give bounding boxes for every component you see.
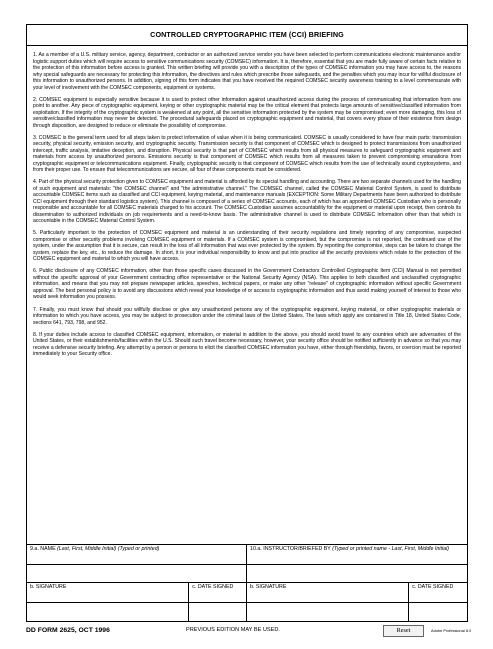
paragraph-4: 4. Part of the physical security protection given to COMSEC equipment and material is afforded by its special handling and accounting. There are two separate channels used for the handling of such equipment and materials: "the COMSEC channel" and "the administrative channel." The COMSEC channel, called the COMSEC Material Control System, is used to distribute accountable COMSEC items such as classified and CCI equipment, keying material, and maintenance manuals (EXCEPTION: Some Military Departments have been authorized to distribute CCI equipment through their standard logistics system). This channel is composed of a series of COMSEC accounts, each of which has an appointed COMSEC Custodian who is personally responsible and accountable for all COMSEC materials charged to his account. The COMSEC Custodian assumes accountability for the equipment or material upon receipt, then controls its dissemination to authorized individuals on job requirements and a need-to-know basis. The administrative channel is used to distribute COMSEC information other than that which is accountable in the COMSEC Material Control System. [33, 179, 461, 225]
reset-button[interactable]: Reset [383, 625, 424, 637]
form-frame [26, 24, 468, 622]
paragraph-1: 1. As a member of a U.S. military service, agency, department, contractor or an authorized service vendor you have been selected to perform communications electronic maintenance and/or logistic support duties which will require access to sensitive communications security (COMSEC) information. It is, therefore, essential that you are made fully aware of certain facts relative to the protection of this information before access is granted. This written briefing will provide you with a description of the types of COMSEC information you may have access to, the reasons why special safeguards are necessary for protecting this information, the directives and rules which prescribe those safeguards, and the penalties which you may incur for willful disclosure of this information to unauthorized persons. In addition, signing of this form indicates that you have received the required COMSEC security awareness training to a level commensurate with your level of involvement with the COMSEC components, equipment or systems. [33, 52, 461, 91]
name-input-row [27, 565, 467, 583]
signature-input-left[interactable] [27, 603, 189, 621]
form-number: DD FORM 2625, OCT 1996 [26, 627, 110, 634]
signature-field-left-label: b. SIGNATURE [30, 584, 67, 590]
paragraph-8: 8. If your duties include access to classified COMSEC equipment, information, or material in addition to the above, you should avoid travel to any countries which are adversaries of the United States, or their establishments/facilities within the U.S. Should such travel become necessary, however, your security office should be notified sufficiently in advance so that you may receive a defensive security briefing. Any attempt by a person or persons to elicit the classified COMSEC information you have, either through friendship, favors, or coercion must be reported immediately to your Security office. [33, 331, 461, 358]
paragraph-3: 3. COMSEC is the general term used for all steps taken to protect information of value when it is being communicated. COMSEC is usually considered to have four main parts: transmission security, physical security, emission security, and cryptographic security. Transmission security is that component of COMSEC which is designed to protect transmissions from unauthorized intercept, traffic analysis, imitative deception, and disruption. Physical security is that part of COMSEC which results from all physical measures to safeguard cryptographic equipment and materials from access by unauthorized persons. Emissions security is that component of COMSEC which results from all measures taken to prevent compromising emanations from cryptographic equipment or telecommunications equipment. Finally, cryptographic security is that component of COMSEC which results from the use of technically sound cryptosystems, and from their proper use. To ensure that telecommunications are secure, all four of these components must be considered. [33, 134, 461, 174]
signature-section [27, 544, 467, 621]
date-input-right[interactable] [409, 603, 467, 621]
signature-field-left[interactable] [27, 583, 189, 602]
paragraph-6: 6. Public disclosure of any COMSEC information, other than those specific cases discussed in the Government Contractors Controlled Cryptographic Item (CCI) Manual is not permitted without the specific approval of your Government contracting office representative or the National Security Agency (NSA). This applies to both classified and unclassified cryptographic information, and means that you may not prepare newspaper articles, speeches, technical papers, or make any other "release" of cryptographic information without specific Government approval. The best personal policy is to avoid any discussions which reveal your knowledge of or access to cryptographic information and thus avoid making yourself of interest to those who would seek information you possess. [33, 268, 461, 301]
date-signed-right-label: c. DATE SIGNED [412, 584, 454, 590]
instructor-field[interactable] [247, 545, 467, 564]
signature-input-right[interactable] [247, 603, 409, 621]
form-title: CONTROLLED CRYPTOGRAPHIC ITEM (CCI) BRIEFING [27, 25, 467, 46]
name-field-hint: (Last, First, Middle Initial) (Typed or printed) [57, 546, 160, 552]
instructor-field-hint: (Typed or printed name - Last, First, Middle Initial) [332, 546, 450, 552]
date-input-left[interactable] [189, 603, 247, 621]
name-field[interactable] [27, 545, 247, 564]
briefing-body [27, 46, 467, 546]
signature-field-right-label: b. SIGNATURE [250, 584, 287, 590]
date-signed-left-label: c. DATE SIGNED [192, 584, 234, 590]
paragraph-5: 5. Particularly important to the protection of COMSEC equipment and material is an understanding of their security regulations and timely reporting of any compromise, suspected compromise or other security problems involving COMSEC equipment or materials. If a COMSEC system is compromised, but the compromise is not reported, the continued use of the system, under the assumption that it is secure, can result in the loss of all information that was ever protected by the system. By reporting the compromise, steps can be taken to change the system, replace the key, etc., to reduce the damage. In short, it is your individual responsibility to know and put into practice all the security provisions which relate to the protection of the COMSEC equipment and material to which you will have access. [33, 230, 461, 263]
signature-input-row [27, 603, 467, 621]
paragraph-7: 7. Finally, you must know that should you willfully disclose or give any unauthorized persons any of the cryptographic equipment, keying material, or other cryptographic materials or information to which you have access, you may be subject to prosecution under the criminal laws of the United States. The laws which apply are contained in Title 18, United States Code, sections 641, 793, 798, and 952. [33, 306, 461, 326]
previous-edition-note: PREVIOUS EDITION MAY BE USED. [186, 627, 280, 633]
software-note: Adobe Professional 8.0 [431, 628, 472, 633]
signature-row [27, 583, 467, 603]
name-field-label: 9.a. NAME [30, 546, 58, 552]
name-row [27, 545, 467, 565]
date-signed-field-left[interactable] [189, 583, 247, 602]
instructor-input-area[interactable] [247, 565, 467, 582]
form-footer [26, 625, 472, 641]
paragraph-2: 2. COMSEC equipment is especially sensitive because it is used to protect other information against unauthorized access during the process of communicating that information from one point to another. Any piece of cryptographic equipment, keying or other cryptographic material may be the critical element that protects large amounts of sensitive/classified information from exploitation. If the integrity of the cryptographic system is weakened at any point, all the sensitive information protected by the system may be compromised; even more damaging, this loss of sensitive/classified information may never be detected. The procedural safeguards placed on cryptographic equipment and material, that covers every phase of their existence from design through disposition, are designed to reduce or eliminate the possibility of compromise. [33, 96, 461, 129]
instructor-field-label: 10.a. INSTRUCTOR/BRIEFED BY [250, 546, 333, 552]
signature-field-right[interactable] [247, 583, 409, 602]
date-signed-field-right[interactable] [409, 583, 467, 602]
name-input-area[interactable] [27, 565, 247, 582]
